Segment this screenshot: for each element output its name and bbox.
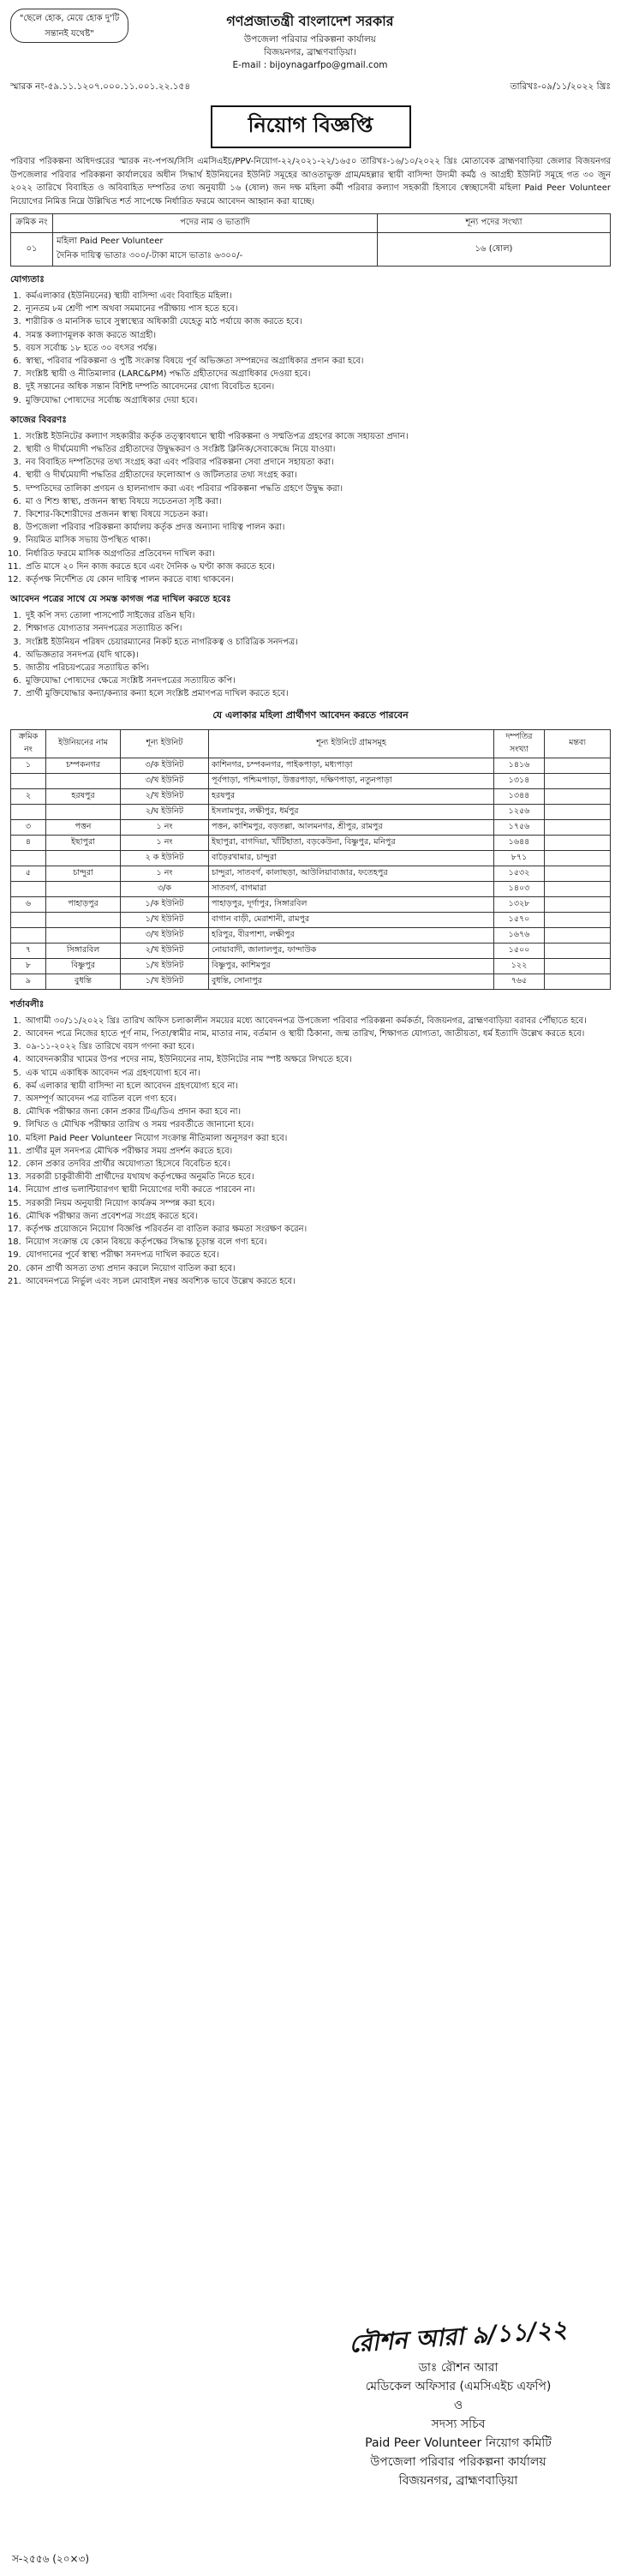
- list-item: 4. সমস্ত কল্যাণমূলক কাজ করতে আগ্রহী।: [24, 329, 611, 342]
- area-cell-sl: ৩: [11, 819, 46, 835]
- list-item: 2. স্থায়ী ও দীর্ঘমেয়াদী পদ্ধতির গ্রহীতাদের উদ্বুদ্ধকরণ ও সংশ্লিষ্ট ক্লিনিক/সেবাকেন্দ্রে নিয়ে যাওয়া।: [24, 443, 611, 456]
- area-cell-sl: ২: [11, 788, 46, 804]
- list-item: 9. নিয়মিত মাসিক সভায় উপস্থিত থাকা।: [24, 534, 611, 547]
- list-item: 4. আবেদনকারীর খামের উপর পদের নাম, ইউনিয়নের নাম, ইউনিটের নাম স্পষ্ট অক্ষরে লিখতে হবে।: [24, 1053, 611, 1066]
- area-cell-couples: ১৩৪৪: [494, 788, 545, 804]
- area-cell-union: [46, 927, 121, 943]
- area-cell-union: চম্পকনগর: [46, 758, 121, 773]
- memo-number: স্মারক নং-৫৯.১১.১২০৭.০০০.১১.০০১.২২.১৫৪: [10, 81, 191, 92]
- list-item: 2. শিক্ষাগত যোগ্যতার সনদপত্রের সত্যায়িত কপি।: [24, 622, 611, 635]
- area-cell-unit: ১ নং: [121, 819, 209, 835]
- area-col-couples: দম্পতির সংখ্যা: [494, 729, 545, 758]
- table-row: [11, 912, 611, 927]
- area-cell-villages: হরিপুর, বীরপাশা, লক্ষীপুর: [209, 927, 494, 943]
- table-row: [11, 927, 611, 943]
- qual-heading: যোগ্যতাঃ: [10, 274, 45, 285]
- area-cell-remarks: [545, 758, 611, 773]
- list-item: 3. নব বিবাহিত দম্পতিদের তথ্য সংগ্রহ করা এবং পরিবার পরিকল্পনা সেবা প্রদানে সহায়তা করা।: [24, 456, 611, 469]
- post-name: মহিলা Paid Peer Volunteer: [57, 237, 164, 246]
- area-cell-remarks: [545, 896, 611, 912]
- slogan-box: "ছেলে হোক, মেয়ে হোক দু'টি সন্তানই যথেষ্ট": [10, 9, 128, 43]
- area-cell-sl: [11, 912, 46, 927]
- area-cell-unit: ২/ঘ ইউনিট: [121, 804, 209, 819]
- area-cell-union: বুধন্তি: [46, 973, 121, 989]
- list-item: 19. যোগদানের পূর্বে স্বাস্থ্য পরীক্ষা সনদপত্র দাখিল করতে হবে।: [24, 1249, 611, 1261]
- area-cell-couples: ১৫৩২: [494, 866, 545, 881]
- list-item: 9. মুক্তিযোদ্ধা পোষ্যদের সর্বোচ্চ অগ্রাধিকার দেয়া হবে।: [24, 394, 611, 407]
- list-item: 2. ন্যূনতম ৮ম শ্রেণী পাশ অথবা সমমানের পরীক্ষায় পাস হতে হবে।: [24, 303, 611, 315]
- list-item: 6. স্বাস্থ্য, পরিবার পরিকল্পনা ও পুষ্টি সংক্রান্ত বিষয়ে পূর্ব অভিজ্ঞতা সম্পন্নদের অগ্রাধিকার প্রদান করা হবে।: [24, 355, 611, 368]
- area-cell-union: [46, 912, 121, 927]
- list-item: 11. প্রার্থীর মূল সনদপত্র মৌখিক পরীক্ষার সময় প্রদর্শন করতে হবে।: [24, 1145, 611, 1158]
- office-name: উপজেলা পরিবার পরিকল্পনা কার্যালয়: [244, 34, 376, 45]
- terms-list: [10, 1015, 611, 1288]
- area-cell-remarks: [545, 881, 611, 896]
- table-row: [11, 973, 611, 989]
- list-item: 7. সংশ্লিষ্ট স্থায়ী ও নীতিমালার (LARC&PM) পদ্ধতি গ্রহীতাদের অগ্রাধিকার দেওয়া হবে।: [24, 368, 611, 380]
- signer-role: সদস্য সচিব: [431, 2417, 486, 2431]
- list-item: 18. নিয়োগ সংক্রান্ত যে কোন বিষয়ে কর্তৃপক্ষের সিদ্ধান্ত চূড়ান্ত বলে গণ্য হবে।: [24, 1236, 611, 1249]
- list-item: 1. কর্মএলাকার (ইউনিয়নের) স্থায়ী বাসিন্দা এবং বিবাহিত মহিলা।: [24, 290, 611, 303]
- list-item: 12. কোন প্রকার তদবির প্রার্থীর অযোগ্যতা হিসেবে বিবেচিত হবে।: [24, 1158, 611, 1171]
- post-allowance: দৈনিক দায়িত্ব ভাতাঃ ৩০০/-টাকা মাসে ভাতাঃ ৬৩০০/-: [57, 251, 243, 261]
- area-heading: যে এলাকার মহিলা প্রার্থীগণ আবেদন করতে পারবেন: [212, 709, 409, 721]
- area-cell-unit: ৩/খ ইউনিট: [121, 927, 209, 943]
- office-location: বিজয়নগর, ব্রাহ্মণবাড়িয়া।: [264, 47, 356, 57]
- list-item: 1. দুই কপি সদ্য তোলা পাসপোর্ট সাইজের রঙিন ছবি।: [24, 609, 611, 622]
- office-email: E-mail : bijoynagarfpo@gmail.com: [232, 60, 388, 70]
- list-item: 16. মৌখিক পরীক্ষার জন্য প্রবেশপত্র সংগ্রহ করতে হবে।: [24, 1210, 611, 1223]
- list-item: 17. কর্তৃপক্ষ প্রয়োজনে নিয়োগ বিজ্ঞপ্তি পরিবর্তন বা বাতিল করার ক্ষমতা সংরক্ষণ করেন।: [24, 1223, 611, 1236]
- footer-code: স-২৫৫৬ (২০×৩): [12, 2553, 90, 2565]
- table-row: [11, 896, 611, 912]
- area-cell-sl: ১: [11, 758, 46, 773]
- area-cell-union: পত্তন: [46, 819, 121, 835]
- area-cell-unit: ১/খ ইউনিট: [121, 958, 209, 973]
- area-cell-union: বিষ্ণুপুর: [46, 958, 121, 973]
- signer-designation: মেডিকেল অফিসার (এমসিএইচ এফপি): [365, 2380, 552, 2393]
- post-count: ১৬ (ষোল): [378, 233, 611, 267]
- list-item: 11. প্রতি মাসে ২০ দিন কাজ করতে হবে এবং দৈনিক ৬ ঘণ্টা কাজ করতে হবে।: [24, 560, 611, 573]
- area-cell-remarks: [545, 866, 611, 881]
- table-row: [11, 958, 611, 973]
- list-item: 12. কর্তৃপক্ষ নির্দেশিত যে কোন দায়িত্ব পালন করতে বাধ্য থাকবেন।: [24, 573, 611, 586]
- area-cell-remarks: [545, 819, 611, 835]
- area-cell-union: চান্দুরা: [46, 866, 121, 881]
- area-cell-villages: বুধন্তি, সোনাপুর: [209, 973, 494, 989]
- area-cell-villages: কাশিনগর, চম্পকনগর, পাইকপাড়া, মধ্যপাড়া: [209, 758, 494, 773]
- area-col-union: ইউনিয়নের নাম: [46, 729, 121, 758]
- table-row: [11, 233, 611, 267]
- list-item: 10. মহিলা Paid Peer Volunteer নিয়োগ সংক্রান্ত নীতিমালা অনুসরণ করা হবে।: [24, 1132, 611, 1145]
- area-table: [10, 729, 611, 990]
- area-cell-unit: ২/খ ইউনিট: [121, 943, 209, 958]
- signer-name: ডাঃ রৌশন আরা: [418, 2361, 499, 2375]
- area-cell-couples: ১৫৭০: [494, 912, 545, 927]
- area-cell-sl: [11, 881, 46, 896]
- area-cell-couples: ১৬৭৬: [494, 927, 545, 943]
- area-cell-sl: [11, 804, 46, 819]
- area-cell-union: [46, 804, 121, 819]
- area-cell-remarks: [545, 943, 611, 958]
- notice-title: নিয়োগ বিজ্ঞপ্তি: [211, 105, 411, 148]
- area-cell-villages: হরষপুর: [209, 788, 494, 804]
- list-item: 2. আবেদন পত্রে নিজের হাতে পূর্ণ নাম, পিতা/স্বামীর নাম, মাতার নাম, বর্তমান ও স্থায়ী ঠিকানা, জন্ম তারিখ, শিক্ষাগত যোগ্যতা, জাতীয়তা, ধর্ম ইত্যাদি উল্লেখ করতে হবে।: [24, 1027, 611, 1040]
- post-table: [10, 213, 611, 267]
- table-row: [11, 881, 611, 896]
- signature-block: [317, 2315, 600, 2490]
- area-cell-union: সিঙ্গারবিল: [46, 943, 121, 958]
- qual-list: [10, 290, 611, 407]
- area-cell-sl: ৮: [11, 958, 46, 973]
- list-item: 5. এক খামে একাধিক আবেদন পত্র গ্রহণযোগ্য হবে না।: [24, 1067, 611, 1080]
- area-cell-remarks: [545, 927, 611, 943]
- area-cell-unit: ৩/ক ইউনিট: [121, 758, 209, 773]
- area-cell-villages: পূর্বপাড়া, পশ্চিমপাড়া, উত্তরপাড়া, দক্ষিণপাড়া, নতুনপাড়া: [209, 773, 494, 788]
- area-cell-couples: ৮৭১: [494, 850, 545, 866]
- area-cell-couples: ১৩১৪: [494, 773, 545, 788]
- ref-row: [10, 81, 611, 95]
- list-item: 7. অসম্পূর্ণ আবেদন পত্র বাতিল বলে গণ্য হবে।: [24, 1093, 611, 1105]
- area-col-sl: ক্রমিক নং: [11, 729, 46, 758]
- table-row: [11, 788, 611, 804]
- area-cell-union: পাহাড়পুর: [46, 896, 121, 912]
- area-cell-remarks: [545, 973, 611, 989]
- area-cell-couples: ৭৬৫: [494, 973, 545, 989]
- area-cell-remarks: [545, 788, 611, 804]
- post-col-sl: ক্রমিক নং: [11, 214, 53, 233]
- area-cell-couples: ১৫০০: [494, 943, 545, 958]
- list-item: 9. লিখিত ও মৌখিক পরীক্ষার তারিখ ও সময় পরবর্তীতে জানানো হবে।: [24, 1118, 611, 1131]
- post-name-cell: [53, 233, 378, 267]
- intro-paragraph: পরিবার পরিকল্পনা অধিদপ্তরের স্মারক নং-পপঅ/সিসি এমসিএইচ/PPV-নিয়োগ-২২/২০২১-২২/১৬৫০ তারিখঃ-১৬/১০/২০২২ খ্রিঃ মোতাবেক ব্রাহ্মণবাড়িয়া জেলার বিজয়নগর উপজেলার পরিবার পরিকল্পনা কার্যালয়ের অধীন সিদ্ধার্থ ইউনিয়নের ইউনিট সমূহের আওতাভুক্ত গ্রাম/মহল্লার স্থায়ী বাসিন্দা উদ্যমী কর্মঠ ও আগ্রহী ইউনিট সমূহে গত ৩০ জুন ২০২২ তারিখে বিবাহিত ও অবিবাহিত দম্পতির তথ্য অনুযায়ী ১৬ (ষোল) জন দক্ষ মহিলা কর্মী পরিবার কল্যাণ সহকারী হিসাবে স্বেচ্ছাসেবী মহিলা Paid Peer Volunteer নিয়োগের নিমিত্ত নিম্নে উল্লিখিত শর্ত সাপেক্ষে নির্ধারিত ফরমে আবেদন আহ্বান করা যাচ্ছে।: [10, 157, 611, 207]
- list-item: 5. বয়স সর্বোচ্চ ১৮ হতে ৩০ বৎসর পর্যন্ত।: [24, 342, 611, 355]
- table-row: [11, 773, 611, 788]
- area-cell-sl: ৬: [11, 896, 46, 912]
- area-cell-villages: নোয়াবাদী, জালালপুর, ফান্দাউক: [209, 943, 494, 958]
- area-cell-union: [46, 881, 121, 896]
- area-cell-couples: ১৭৫৬: [494, 819, 545, 835]
- list-item: 1. সংশ্লিষ্ট ইউনিটের কল্যাণ সহকারীর কর্তৃক তত্ত্বাবধানে স্থায়ী পরিকল্পনা ও সম্মতিপত্র গ্রহণের কাজে সহায়তা প্রদান।: [24, 430, 611, 443]
- area-cell-villages: পাহাড়পুর, দূর্গাপুর, সিঙ্গারবিল: [209, 896, 494, 912]
- signer-office: উপজেলা পরিবার পরিকল্পনা কার্যালয়: [370, 2455, 546, 2469]
- signer-and: ও: [453, 2399, 463, 2412]
- area-cell-remarks: [545, 912, 611, 927]
- signer-committee: Paid Peer Volunteer নিয়োগ কমিটি: [365, 2436, 552, 2450]
- area-cell-villages: বিষ্ণুপুর, কাশিমপুর: [209, 958, 494, 973]
- area-cell-villages: পত্তন, কাশিমপুর, বড়তল্লা, আলমনগর, শ্রীপুর, রামপুর: [209, 819, 494, 835]
- list-item: 1. আগামী ৩০/১১/২০২২ খ্রিঃ তারিখ অফিস চলাকালীন সময়ের মধ্যে আবেদনপত্র উপজেলা পরিবার পরিকল্পনা কর্মকর্তা, বিজয়নগর, ব্রাহ্মণবাড়িয়া বরাবর পৌঁছাতে হবে।: [24, 1015, 611, 1027]
- area-cell-unit: ২/খ ইউনিট: [121, 788, 209, 804]
- table-row: [11, 804, 611, 819]
- list-item: 7. প্রার্থী মুক্তিযোদ্ধার কন্যা/কন্যার কন্যা হলে সংশ্লিষ্ট প্রমাণপত্র দাখিল করতে হবে।: [24, 687, 611, 700]
- area-cell-sl: [11, 850, 46, 866]
- area-cell-villages: বাগান বাড়ী, মেরাশানী, রামপুর: [209, 912, 494, 927]
- area-body: [11, 758, 611, 989]
- area-cell-couples: ১৬৪৪: [494, 835, 545, 850]
- area-cell-couples: ১২৫৬: [494, 804, 545, 819]
- area-cell-couples: ১২২: [494, 958, 545, 973]
- docs-heading: আবেদন পত্রের সাথে যে সমস্ত কাগজ পত্র দাখিল করতে হবেঃ: [10, 594, 231, 605]
- list-item: 8. মৌখিক পরীক্ষার জন্য কোন প্রকার টিএ/ডিএ প্রদান করা হবে না।: [24, 1105, 611, 1118]
- area-cell-villages: সাতবর্গ, বাগমারা: [209, 881, 494, 896]
- area-cell-villages: চান্দুরা, সাতবর্গ, কালাছড়া, আউলিয়াবাজার, ফতেহপুর: [209, 866, 494, 881]
- duty-list: [10, 430, 611, 586]
- area-cell-remarks: [545, 804, 611, 819]
- list-item: 10. নির্ধারিত ফরমে মাসিক অগ্রগতির প্রতিবেদন দাখিল করা।: [24, 548, 611, 560]
- area-cell-unit: ১/খ ইউনিট: [121, 912, 209, 927]
- table-row: [11, 866, 611, 881]
- list-item: 8. উপজেলা পরিবার পরিকল্পনা কার্যালয় কর্তৃক প্রদত্ত অন্যান্য দায়িত্ব পালন করা।: [24, 521, 611, 534]
- post-col-count: শূন্য পদের সংখ্যা: [378, 214, 611, 233]
- area-cell-sl: [11, 927, 46, 943]
- table-row: [11, 943, 611, 958]
- terms-heading: শর্তাবলীঃ: [10, 998, 45, 1009]
- post-col-name: পদের নাম ও ভাতাদি: [53, 214, 378, 233]
- area-cell-remarks: [545, 850, 611, 866]
- area-cell-couples: ১৩২৮: [494, 896, 545, 912]
- notice-page: [10, 9, 611, 1288]
- table-row: [11, 850, 611, 866]
- list-item: 6. মুক্তিযোদ্ধা পোষ্যদের ক্ষেত্রে সংশ্লিষ্ট সনদপত্রের সত্যায়িত কপি।: [24, 674, 611, 687]
- area-cell-sl: ৯: [11, 973, 46, 989]
- signature-handwriting: রৌশন আরা ৯/১১/২২: [348, 2315, 569, 2358]
- list-item: 20. কোন প্রার্থী অসত্য তথ্য প্রদান করলে নিয়োগ বাতিল করা হবে।: [24, 1262, 611, 1275]
- header: [130, 10, 490, 72]
- list-item: 3. শারীরিক ও মানসিক ভাবে সুস্বাস্থ্যের অধিকারী যেহেতু মাঠ পর্যায়ে কাজ করতে হবে।: [24, 315, 611, 328]
- signer-place: বিজয়নগর, ব্রাহ্মণবাড়িয়া: [398, 2474, 518, 2488]
- gov-name: গণপ্রজাতন্ত্রী বাংলাদেশ সরকার: [226, 13, 394, 29]
- list-item: 5. দম্পতিদের তালিকা প্রণয়ন ও হালনাগাদ করা এবং পরিবার পরিকল্পনা পদ্ধতি গ্রহণে উদ্বুদ্ধ করা।: [24, 482, 611, 495]
- area-cell-union: [46, 850, 121, 866]
- area-col-villages: শূন্য ইউনিটে গ্রামসমূহ: [209, 729, 494, 758]
- table-row: [11, 835, 611, 850]
- area-cell-couples: ১৪১৬: [494, 758, 545, 773]
- list-item: 14. নিয়োগ প্রাপ্ত ভলান্টিয়ারগণ স্থায়ী নিয়োগের দাবী করতে পারবেন না।: [24, 1183, 611, 1196]
- area-cell-couples: ১৪০৩: [494, 881, 545, 896]
- area-col-remarks: মন্তব্য: [545, 729, 611, 758]
- area-col-unit: শূন্য ইউনিট: [121, 729, 209, 758]
- docs-list: [10, 609, 611, 700]
- area-cell-villages: বাড়ৈরখামার, চান্দুরা: [209, 850, 494, 866]
- area-cell-remarks: [545, 773, 611, 788]
- area-cell-remarks: [545, 958, 611, 973]
- area-cell-union: [46, 773, 121, 788]
- post-sl: ০১: [11, 233, 53, 267]
- area-cell-unit: ৩/ক: [121, 881, 209, 896]
- area-cell-unit: ১/খ ইউনিট: [121, 973, 209, 989]
- list-item: 4. স্থায়ী ও দীর্ঘমেয়াদী পদ্ধতির গ্রহীতাদের ফলোআপ ও জটিলতার তথ্য সংগ্রহ করা।: [24, 469, 611, 482]
- area-cell-unit: ১ নং: [121, 866, 209, 881]
- area-cell-sl: ৫: [11, 866, 46, 881]
- area-cell-remarks: [545, 835, 611, 850]
- area-cell-villages: ইসলামপুর, লক্ষীপুর, ধর্মপুর: [209, 804, 494, 819]
- list-item: 6. মা ও শিশু স্বাস্থ্য, প্রজনন স্বাস্থ্য বিষয়ে সচেতনতা সৃষ্টি করা।: [24, 495, 611, 508]
- list-item: 8. দুই সন্তানের অধিক সন্তান বিশিষ্ট দম্পতি আবেদনের যোগ্য বিবেচিত হবেন।: [24, 380, 611, 393]
- list-item: 15. সরকারী নিয়ম অনুযায়ী নিয়োগ কার্যক্রম সম্পন্ন করা হবে।: [24, 1197, 611, 1210]
- list-item: 21. আবেদনপত্রে নির্ভুল এবং সচল মোবাইল নম্বর অবশ্যিক ভাবে উল্লেখ করতে হবে।: [24, 1275, 611, 1288]
- area-cell-unit: ২ ক ইউনিট: [121, 850, 209, 866]
- area-cell-sl: ৭: [11, 943, 46, 958]
- list-item: 6. কর্ম এলাকার স্থায়ী বাসিন্দা না হলে আবেদন গ্রহণযোগ্য হবে না।: [24, 1080, 611, 1093]
- list-item: 3. সংশ্লিষ্ট ইউনিয়ন পরিষদ চেয়ারম্যানের নিকট হতে নাগরিকত্ব ও চারিত্রিক সনদপত্র।: [24, 636, 611, 649]
- list-item: 5. জাতীয় পরিচয়পত্রের সত্যায়িত কপি।: [24, 662, 611, 674]
- table-row: [11, 758, 611, 773]
- table-row: [11, 819, 611, 835]
- list-item: 4. অভিজ্ঞতার সনদপত্র (যদি থাকে)।: [24, 649, 611, 662]
- area-cell-union: ইছাপুরা: [46, 835, 121, 850]
- area-cell-unit: ১ নং: [121, 835, 209, 850]
- area-cell-sl: ৪: [11, 835, 46, 850]
- duty-heading: কাজের বিবরণঃ: [10, 414, 67, 425]
- area-cell-sl: [11, 773, 46, 788]
- list-item: 7. কিশোর-কিশোরীদের প্রজনন স্বাস্থ্য বিষয়ে সচেতন করা।: [24, 508, 611, 521]
- memo-date: তারিখঃ-০৯/১১/২০২২ খ্রিঃ: [510, 81, 611, 92]
- area-cell-union: হরষপুর: [46, 788, 121, 804]
- area-cell-villages: ইছাপুরা, বাগদিয়া, খাঁটিহাতা, বড়কেউনা, বিষ্ণুপুর, মনিপুর: [209, 835, 494, 850]
- area-cell-unit: ১/ক ইউনিট: [121, 896, 209, 912]
- area-cell-unit: ৩/খ ইউনিট: [121, 773, 209, 788]
- list-item: 3. ০৯-১১-২০২২ খ্রিঃ তারিখে বয়স গণনা করা হবে।: [24, 1040, 611, 1053]
- list-item: 13. সরকারী চাকুরীজীবী প্রার্থীদের যথাযথ কর্তৃপক্ষের অনুমতি নিতে হবে।: [24, 1171, 611, 1183]
